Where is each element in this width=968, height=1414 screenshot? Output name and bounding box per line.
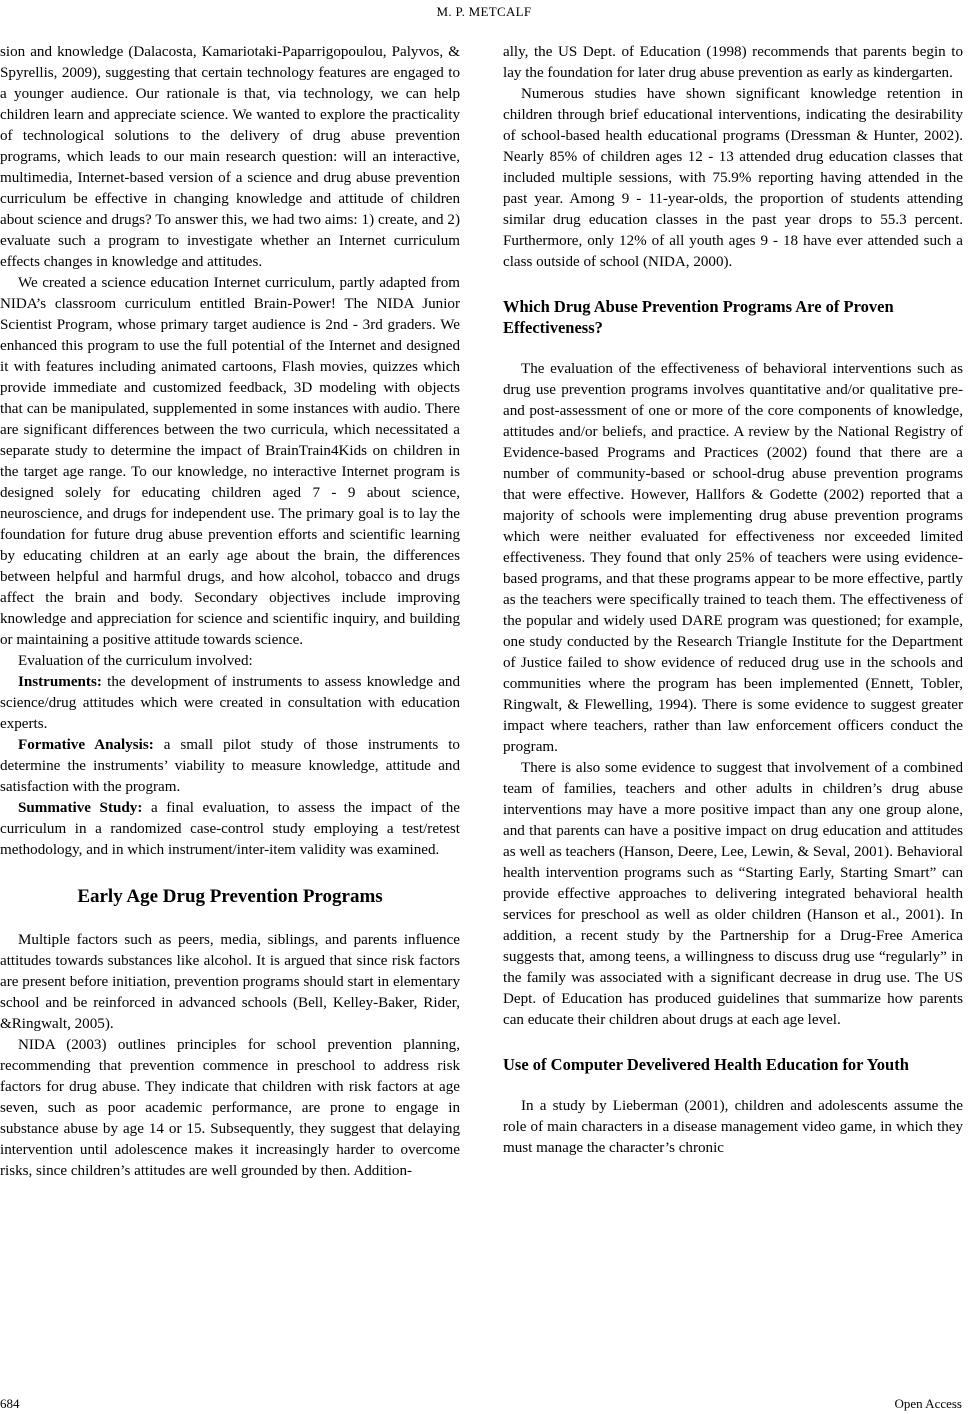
instruments-text: the development of instruments to assess knowledge and science/drug attitudes which were created in consultation with education experts. xyxy=(0,674,460,732)
paragraph: Evaluation of the curriculum involved: xyxy=(18,653,253,669)
paragraph-summative xyxy=(0,798,460,861)
section-title: Early Age Drug Prevention Programs xyxy=(77,886,383,907)
summative-label: Summative Study: xyxy=(18,800,143,816)
summative-text: a final evaluation, to assess the impact of the curriculum in a randomized case-control study employing a test/retest methodology, and in which instrument/inter-item validity was examined. xyxy=(0,800,460,858)
paragraph: NIDA (2003) outlines principles for school prevention planning, recommending that prevention commence in preschool to address risk factors for drug abuse. They indicate that children with risk factors at age seven, such as poor academic performance, are prone to engage in substance abuse by age 14 or 15. Subsequently, they suggest that delaying intervention until adolescence makes it increasingly harder to overcome risks, since children’s attitudes are well grounded by then. Addition- xyxy=(0,1037,460,1179)
subsection-title: Use of Computer Develivered Health Education for Youth xyxy=(503,1055,909,1074)
paragraph: We created a science education Internet curriculum, partly adapted from NIDA’s classroom curriculum entitled Brain-Power! The NIDA Junior Scientist Program, whose primary target audience is 2nd - 3rd graders. We enhanced this program to use the full potential of the Internet and designed it with features including animated cartoons, Flash movies, quizzes which provide immediate and customized feedback, 3D modeling with objects that can be manipulated, supplemented in some instances with audio. There are significant differences between the two curricula, which necessitated a separate study to determine the impact of BrainTrain4Kids on children in the target age range. To our knowledge, no interactive Internet program is designed solely for educating children aged 7 - 9 about science, neuroscience, and drugs for independent use. The primary goal is to lay the foundation for future drug abuse prevention efforts and scientific learning by educating children at an early age about the brain, the differences between helpful and harmful drugs, and how alcohol, tobacco and drugs affect the brain and body. Secondary objectives include improving knowledge and appreciation for science and scientific inquiry, and building or maintaining a positive attitude towards science. xyxy=(0,275,460,648)
journal-label: Open Access xyxy=(894,1396,962,1411)
formative-label: Formative Analysis: xyxy=(18,737,154,753)
running-head: M. P. METCALF xyxy=(436,4,532,19)
paragraph-instruments xyxy=(0,672,460,735)
paragraph: ally, the US Dept. of Education (1998) recommends that parents begin to lay the foundation for later drug abuse prevention as early as kindergarten. xyxy=(503,44,963,81)
right-column xyxy=(503,42,963,1159)
paragraph: In a study by Lieberman (2001), children and adolescents assume the role of main characters in a disease management video game, in which they must manage the character’s chronic xyxy=(503,1098,963,1156)
instruments-label: Instruments: xyxy=(18,674,102,690)
paragraph: The evaluation of the effectiveness of behavioral interventions such as drug use prevention programs involves quantitative and/or qualitative pre-and post-assessment of one or more of the core components of knowledge, attitudes and/or beliefs, and practice. A review by the National Registry of Evidence-based Programs and Practices (2002) found that there are a number of community-based or school-drug abuse prevention programs that were effective. However, Hallfors & Godette (2002) reported that a majority of schools were implementing drug abuse prevention programs which were neither evaluated for effectiveness nor exceeded limited effectiveness. They found that only 25% of teachers were using evidence-based programs, and that these programs appear to be more effective, partly as the teachers were specifically trained to teach them. The effectiveness of the popular and widely used DARE program was questioned; for example, one study conducted by the Research Triangle Institute for the Department of Justice failed to show evidence of reduced drug use in the schools and communities where the program has been implemented (Ennett, Tobler, Ringwalt, & Flewelling, 1994). There is some evidence to suggest greater impact where teachers, rather than law enforcement officers conduct the program. xyxy=(503,361,963,755)
paragraph: Numerous studies have shown significant knowledge retention in children through brief educational interventions, indicating the desirability of school-based health educational programs (Dressman & Hunter, 2002). Nearly 85% of children ages 12 - 13 attended drug education classes that included multiple sessions, with 75.9% reporting having attended in the past year. Among 9 - 11-year-olds, the proportion of students attending similar drug education classes in the past year drops to 55.3 percent. Furthermore, only 12% of all youth ages 9 - 18 have ever attended such a class outside of school (NIDA, 2000). xyxy=(503,86,963,270)
paragraph: sion and knowledge (Dalacosta, Kamariotaki-Paparrigopoulou, Palyvos, & Spyrellis, 2009), suggesting that certain technology features are engaged to a younger audience. Our rationale is that, via technology, we can help children learn and appreciate science. We wanted to explore the practicality of technological solutions to the delivery of drug abuse prevention programs, which leads to our main research question: will an interactive, multimedia, Internet-based version of a science and drug abuse prevention curriculum be effective in changing knowledge and attitude of children about science and drugs? To answer this, we had two aims: 1) create, and 2) evaluate such a program to investigate whether an Internet curriculum effects changes in knowledge and attitudes. xyxy=(0,44,460,270)
page-number: 684 xyxy=(0,1396,20,1411)
paragraph: There is also some evidence to suggest that involvement of a combined team of families, teachers and other adults in children’s drug abuse interventions may have a more positive impact than any one group alone, and that parents can have a positive impact on drug education and attitudes as well as teachers (Hanson, Deere, Lee, Lewin, & Seval, 2001). Behavioral health intervention programs such as “Starting Early, Starting Smart” can provide effective approaches to delivering integrated behavioral health services for preschool as well as older children (Hanson et al., 2001). In addition, a recent study by the Partnership for a Drug-Free America suggests that, among teens, a willingness to discuss drug use “regularly” in the family was associated with a significant decrease in drug use. The US Dept. of Education has produced guidelines that summarize how parents can educate their children about drugs at each age level. xyxy=(503,760,963,1028)
subsection-title: Which Drug Abuse Prevention Programs Are of Proven Effectiveness? xyxy=(503,297,894,337)
left-column xyxy=(0,42,460,1182)
formative-text: a small pilot study of those instruments to determine the instruments’ viability to measure knowledge, attitude and satisfaction with the program. xyxy=(0,737,460,795)
paragraph-formative xyxy=(0,735,460,798)
paragraph: Multiple factors such as peers, media, siblings, and parents influence attitudes towards substances like alcohol. It is argued that since risk factors are present before initiation, prevention programs should start in elementary school and be reinforced in advanced schools (Bell, Kelley-Baker, Rider, &Ringwalt, 2005). xyxy=(0,932,460,1032)
